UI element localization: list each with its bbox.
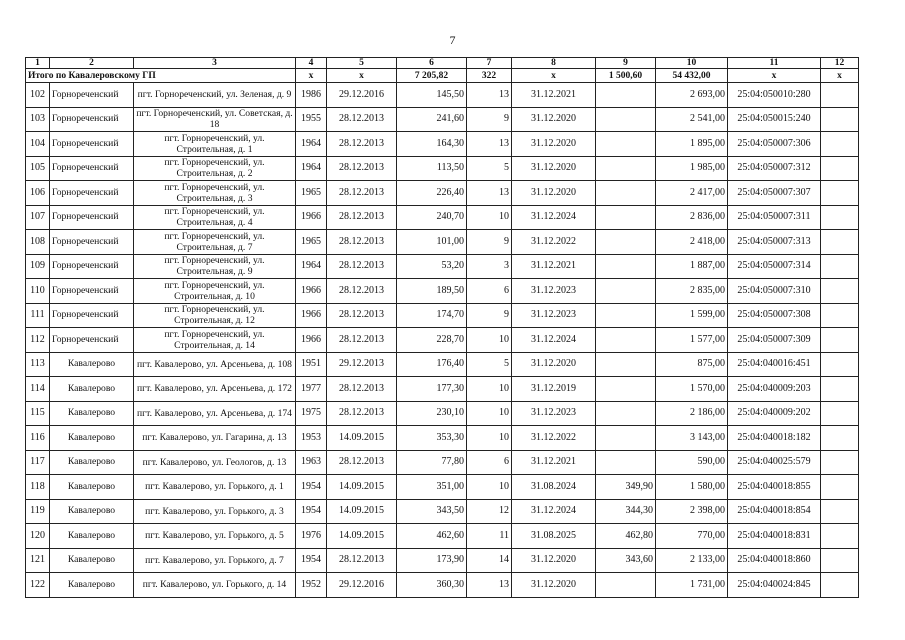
col9-value — [596, 156, 656, 181]
count-value: 13 — [467, 181, 512, 206]
count-value: 10 — [467, 426, 512, 451]
registration-date: 28.12.2013 — [327, 156, 397, 181]
count-value: 13 — [467, 83, 512, 108]
table-row — [26, 83, 859, 108]
col9-value — [596, 573, 656, 598]
col9-value — [596, 181, 656, 206]
col9-value — [596, 426, 656, 451]
settlement-name: Горнореченский — [50, 303, 134, 328]
total-col9: 1 500,60 — [596, 69, 656, 83]
table-row — [26, 156, 859, 181]
cost-value: 1 570,00 — [656, 377, 728, 402]
col12-value — [821, 450, 859, 475]
settlement-name: Кавалерово — [50, 426, 134, 451]
col9-value — [596, 279, 656, 304]
count-value: 9 — [467, 230, 512, 255]
total-area: 7 205,82 — [397, 69, 467, 83]
column-header: 6 — [397, 58, 467, 69]
col12-value — [821, 352, 859, 377]
row-number: 116 — [26, 426, 50, 451]
col9-value — [596, 132, 656, 157]
deadline-date: 31.12.2020 — [512, 107, 596, 132]
area-value: 343,50 — [397, 499, 467, 524]
address: пгт. Горнореченский, ул. Зеленая, д. 9 — [134, 83, 296, 108]
row-number: 110 — [26, 279, 50, 304]
total-count: 322 — [467, 69, 512, 83]
deadline-date: 31.12.2023 — [512, 279, 596, 304]
area-value: 53,20 — [397, 254, 467, 279]
address: пгт. Горнореченский, ул. Строительная, д. 3 — [134, 181, 296, 206]
settlement-name: Кавалерово — [50, 524, 134, 549]
col9-value — [596, 401, 656, 426]
registration-date: 28.12.2013 — [327, 377, 397, 402]
registration-date: 29.12.2013 — [327, 352, 397, 377]
count-value: 11 — [467, 524, 512, 549]
area-value: 189,50 — [397, 279, 467, 304]
column-header: 12 — [821, 58, 859, 69]
table-row — [26, 499, 859, 524]
row-number: 111 — [26, 303, 50, 328]
deadline-date: 31.12.2020 — [512, 573, 596, 598]
build-year: 1953 — [296, 426, 327, 451]
deadline-date: 31.12.2021 — [512, 450, 596, 475]
registration-date: 28.12.2013 — [327, 450, 397, 475]
build-year: 1966 — [296, 328, 327, 353]
area-value: 462,60 — [397, 524, 467, 549]
cost-value: 1 577,00 — [656, 328, 728, 353]
column-header: 3 — [134, 58, 296, 69]
col9-value — [596, 254, 656, 279]
address: пгт. Горнореченский, ул. Строительная, д. 4 — [134, 205, 296, 230]
deadline-date: 31.12.2024 — [512, 205, 596, 230]
table-row — [26, 132, 859, 157]
cadastral-number: 25:04:040018:855 — [728, 475, 821, 500]
col12-value — [821, 83, 859, 108]
area-value: 177,30 — [397, 377, 467, 402]
deadline-date: 31.08.2024 — [512, 475, 596, 500]
deadline-date: 31.12.2024 — [512, 328, 596, 353]
cost-value: 1 580,00 — [656, 475, 728, 500]
table-row — [26, 303, 859, 328]
deadline-date: 31.12.2021 — [512, 83, 596, 108]
settlement-name: Кавалерово — [50, 475, 134, 500]
col9-value — [596, 230, 656, 255]
cadastral-number: 25:04:050015:240 — [728, 107, 821, 132]
total-cell: x — [728, 69, 821, 83]
address: пгт. Горнореченский, ул. Строительная, д. 9 — [134, 254, 296, 279]
col12-value — [821, 205, 859, 230]
col12-value — [821, 548, 859, 573]
settlement-name: Горнореченский — [50, 156, 134, 181]
registration-date: 28.12.2013 — [327, 401, 397, 426]
total-cost: 54 432,00 — [656, 69, 728, 83]
build-year: 1954 — [296, 499, 327, 524]
deadline-date: 31.12.2022 — [512, 426, 596, 451]
registration-date: 14.09.2015 — [327, 426, 397, 451]
row-number: 104 — [26, 132, 50, 157]
deadline-date: 31.12.2023 — [512, 401, 596, 426]
row-number: 107 — [26, 205, 50, 230]
cadastral-number: 25:04:040018:182 — [728, 426, 821, 451]
build-year: 1964 — [296, 254, 327, 279]
count-value: 10 — [467, 205, 512, 230]
cost-value: 1 731,00 — [656, 573, 728, 598]
registration-date: 14.09.2015 — [327, 475, 397, 500]
cost-value: 2 693,00 — [656, 83, 728, 108]
cost-value: 590,00 — [656, 450, 728, 475]
area-value: 145,50 — [397, 83, 467, 108]
table-row — [26, 328, 859, 353]
area-value: 351,00 — [397, 475, 467, 500]
registration-date: 14.09.2015 — [327, 524, 397, 549]
address: пгт. Горнореченский, ул. Строительная, д. 2 — [134, 156, 296, 181]
table-row — [26, 377, 859, 402]
table-row — [26, 254, 859, 279]
col9-value — [596, 303, 656, 328]
row-number: 121 — [26, 548, 50, 573]
build-year: 1964 — [296, 156, 327, 181]
col12-value — [821, 107, 859, 132]
settlement-name: Кавалерово — [50, 499, 134, 524]
total-row — [26, 69, 859, 83]
deadline-date: 31.12.2020 — [512, 352, 596, 377]
registration-date: 28.12.2013 — [327, 548, 397, 573]
row-number: 120 — [26, 524, 50, 549]
settlement-name: Горнореченский — [50, 230, 134, 255]
count-value: 5 — [467, 156, 512, 181]
row-number: 122 — [26, 573, 50, 598]
cadastral-number: 25:04:050007:310 — [728, 279, 821, 304]
settlement-name: Горнореченский — [50, 107, 134, 132]
cadastral-number: 25:04:040018:831 — [728, 524, 821, 549]
cost-value: 1 985,00 — [656, 156, 728, 181]
col9-value — [596, 450, 656, 475]
total-cell: x — [296, 69, 327, 83]
column-header: 8 — [512, 58, 596, 69]
column-header: 11 — [728, 58, 821, 69]
address: пгт. Горнореченский, ул. Строительная, д. 12 — [134, 303, 296, 328]
settlement-name: Кавалерово — [50, 377, 134, 402]
address: пгт. Кавалерово, ул. Горького, д. 14 — [134, 573, 296, 598]
cost-value: 2 417,00 — [656, 181, 728, 206]
registration-date: 28.12.2013 — [327, 279, 397, 304]
count-value: 13 — [467, 132, 512, 157]
deadline-date: 31.08.2025 — [512, 524, 596, 549]
area-value: 226,40 — [397, 181, 467, 206]
column-header: 4 — [296, 58, 327, 69]
count-value: 13 — [467, 573, 512, 598]
col12-value — [821, 377, 859, 402]
build-year: 1966 — [296, 303, 327, 328]
registration-date: 28.12.2013 — [327, 107, 397, 132]
count-value: 9 — [467, 107, 512, 132]
cadastral-number: 25:04:050007:308 — [728, 303, 821, 328]
cadastral-number: 25:04:050007:312 — [728, 156, 821, 181]
table-row — [26, 426, 859, 451]
registration-date: 28.12.2013 — [327, 205, 397, 230]
column-header: 7 — [467, 58, 512, 69]
cadastral-number: 25:04:050010:280 — [728, 83, 821, 108]
cost-value: 1 895,00 — [656, 132, 728, 157]
table-row — [26, 352, 859, 377]
cost-value: 3 143,00 — [656, 426, 728, 451]
count-value: 3 — [467, 254, 512, 279]
area-value: 113,50 — [397, 156, 467, 181]
col12-value — [821, 426, 859, 451]
column-header: 10 — [656, 58, 728, 69]
count-value: 10 — [467, 475, 512, 500]
row-number: 108 — [26, 230, 50, 255]
settlement-name: Кавалерово — [50, 450, 134, 475]
col12-value — [821, 475, 859, 500]
settlement-name: Кавалерово — [50, 401, 134, 426]
cadastral-number: 25:04:050007:309 — [728, 328, 821, 353]
area-value: 174,70 — [397, 303, 467, 328]
col9-value: 462,80 — [596, 524, 656, 549]
build-year: 1986 — [296, 83, 327, 108]
address: пгт. Горнореченский, ул. Строительная, д. 7 — [134, 230, 296, 255]
col9-value — [596, 83, 656, 108]
registration-date: 28.12.2013 — [327, 230, 397, 255]
deadline-date: 31.12.2022 — [512, 230, 596, 255]
col9-value — [596, 328, 656, 353]
table-row — [26, 205, 859, 230]
area-value: 77,80 — [397, 450, 467, 475]
area-value: 360,30 — [397, 573, 467, 598]
total-label: Итого по Кавалеровскому ГП — [26, 69, 296, 83]
total-cell: x — [512, 69, 596, 83]
total-cell: x — [821, 69, 859, 83]
column-number-row — [26, 58, 859, 69]
settlement-name: Горнореченский — [50, 279, 134, 304]
table-row — [26, 524, 859, 549]
settlement-name: Кавалерово — [50, 573, 134, 598]
registration-date: 28.12.2013 — [327, 181, 397, 206]
col12-value — [821, 230, 859, 255]
build-year: 1975 — [296, 401, 327, 426]
build-year: 1965 — [296, 181, 327, 206]
row-number: 114 — [26, 377, 50, 402]
registration-date: 29.12.2016 — [327, 573, 397, 598]
count-value: 10 — [467, 328, 512, 353]
build-year: 1977 — [296, 377, 327, 402]
cost-value: 1 599,00 — [656, 303, 728, 328]
deadline-date: 31.12.2019 — [512, 377, 596, 402]
col12-value — [821, 573, 859, 598]
cadastral-number: 25:04:050007:314 — [728, 254, 821, 279]
col9-value: 343,60 — [596, 548, 656, 573]
cost-value: 2 133,00 — [656, 548, 728, 573]
col12-value — [821, 328, 859, 353]
row-number: 115 — [26, 401, 50, 426]
col12-value — [821, 254, 859, 279]
col9-value — [596, 205, 656, 230]
address: пгт. Кавалерово, ул. Арсеньева, д. 174 — [134, 401, 296, 426]
area-value: 176,40 — [397, 352, 467, 377]
cadastral-number: 25:04:040009:203 — [728, 377, 821, 402]
address: пгт. Кавалерово, ул. Горького, д. 1 — [134, 475, 296, 500]
address: пгт. Кавалерово, ул. Геологов, д. 13 — [134, 450, 296, 475]
build-year: 1964 — [296, 132, 327, 157]
registration-date: 14.09.2015 — [327, 499, 397, 524]
deadline-date: 31.12.2024 — [512, 499, 596, 524]
settlement-name: Кавалерово — [50, 548, 134, 573]
settlement-name: Кавалерово — [50, 352, 134, 377]
cost-value: 2 836,00 — [656, 205, 728, 230]
count-value: 6 — [467, 279, 512, 304]
address: пгт. Кавалерово, ул. Горького, д. 3 — [134, 499, 296, 524]
cadastral-number: 25:04:050007:307 — [728, 181, 821, 206]
build-year: 1954 — [296, 475, 327, 500]
build-year: 1966 — [296, 279, 327, 304]
settlement-name: Горнореченский — [50, 132, 134, 157]
col9-value — [596, 107, 656, 132]
build-year: 1951 — [296, 352, 327, 377]
column-header: 5 — [327, 58, 397, 69]
count-value: 10 — [467, 377, 512, 402]
table-row — [26, 548, 859, 573]
cost-value: 770,00 — [656, 524, 728, 549]
col12-value — [821, 524, 859, 549]
build-year: 1965 — [296, 230, 327, 255]
settlement-name: Горнореченский — [50, 205, 134, 230]
count-value: 6 — [467, 450, 512, 475]
area-value: 164,30 — [397, 132, 467, 157]
table-row — [26, 181, 859, 206]
area-value: 353,30 — [397, 426, 467, 451]
col12-value — [821, 499, 859, 524]
address: пгт. Кавалерово, ул. Горького, д. 7 — [134, 548, 296, 573]
settlement-name: Горнореченский — [50, 328, 134, 353]
registration-date: 28.12.2013 — [327, 328, 397, 353]
address: пгт. Горнореченский, ул. Строительная, д. 1 — [134, 132, 296, 157]
table-row — [26, 107, 859, 132]
build-year: 1976 — [296, 524, 327, 549]
cost-value: 2 541,00 — [656, 107, 728, 132]
registration-date: 28.12.2013 — [327, 132, 397, 157]
cadastral-number: 25:04:050007:313 — [728, 230, 821, 255]
address: пгт. Кавалерово, ул. Арсеньева, д. 108 — [134, 352, 296, 377]
cadastral-number: 25:04:040018:854 — [728, 499, 821, 524]
cost-value: 875,00 — [656, 352, 728, 377]
registration-date: 29.12.2016 — [327, 83, 397, 108]
registration-date: 28.12.2013 — [327, 254, 397, 279]
row-number: 102 — [26, 83, 50, 108]
cadastral-number: 25:04:050007:306 — [728, 132, 821, 157]
col9-value: 344,30 — [596, 499, 656, 524]
table-row — [26, 573, 859, 598]
area-value: 173,90 — [397, 548, 467, 573]
row-number: 118 — [26, 475, 50, 500]
cadastral-number: 25:04:040016:451 — [728, 352, 821, 377]
address: пгт. Горнореченский, ул. Советская, д. 18 — [134, 107, 296, 132]
deadline-date: 31.12.2021 — [512, 254, 596, 279]
page-number: 7 — [449, 33, 456, 47]
cost-value: 2 418,00 — [656, 230, 728, 255]
deadline-date: 31.12.2023 — [512, 303, 596, 328]
count-value: 14 — [467, 548, 512, 573]
table-row — [26, 401, 859, 426]
address: пгт. Горнореченский, ул. Строительная, д. 14 — [134, 328, 296, 353]
row-number: 112 — [26, 328, 50, 353]
count-value: 9 — [467, 303, 512, 328]
area-value: 241,60 — [397, 107, 467, 132]
deadline-date: 31.12.2020 — [512, 132, 596, 157]
col12-value — [821, 401, 859, 426]
row-number: 119 — [26, 499, 50, 524]
cadastral-number: 25:04:050007:311 — [728, 205, 821, 230]
count-value: 12 — [467, 499, 512, 524]
cost-value: 1 887,00 — [656, 254, 728, 279]
count-value: 10 — [467, 401, 512, 426]
address: пгт. Кавалерово, ул. Горького, д. 5 — [134, 524, 296, 549]
total-cell: x — [327, 69, 397, 83]
area-value: 230,10 — [397, 401, 467, 426]
count-value: 5 — [467, 352, 512, 377]
col12-value — [821, 303, 859, 328]
settlement-name: Горнореченский — [50, 254, 134, 279]
row-number: 105 — [26, 156, 50, 181]
col9-value — [596, 352, 656, 377]
settlement-name: Горнореченский — [50, 83, 134, 108]
cost-value: 2 186,00 — [656, 401, 728, 426]
column-header: 9 — [596, 58, 656, 69]
area-value: 101,00 — [397, 230, 467, 255]
area-value: 228,70 — [397, 328, 467, 353]
deadline-date: 31.12.2020 — [512, 548, 596, 573]
cadastral-number: 25:04:040018:860 — [728, 548, 821, 573]
col9-value: 349,90 — [596, 475, 656, 500]
col12-value — [821, 279, 859, 304]
col12-value — [821, 181, 859, 206]
row-number: 103 — [26, 107, 50, 132]
column-header: 1 — [26, 58, 50, 69]
build-year: 1966 — [296, 205, 327, 230]
build-year: 1954 — [296, 548, 327, 573]
build-year: 1963 — [296, 450, 327, 475]
address: пгт. Кавалерово, ул. Гагарина, д. 13 — [134, 426, 296, 451]
build-year: 1955 — [296, 107, 327, 132]
deadline-date: 31.12.2020 — [512, 181, 596, 206]
table-row — [26, 230, 859, 255]
row-number: 113 — [26, 352, 50, 377]
area-value: 240,70 — [397, 205, 467, 230]
row-number: 106 — [26, 181, 50, 206]
deadline-date: 31.12.2020 — [512, 156, 596, 181]
col12-value — [821, 132, 859, 157]
build-year: 1952 — [296, 573, 327, 598]
registration-date: 28.12.2013 — [327, 303, 397, 328]
cost-value: 2 835,00 — [656, 279, 728, 304]
housing-register-table — [25, 57, 859, 598]
cadastral-number: 25:04:040009:202 — [728, 401, 821, 426]
settlement-name: Горнореченский — [50, 181, 134, 206]
col12-value — [821, 156, 859, 181]
table-row — [26, 475, 859, 500]
col9-value — [596, 377, 656, 402]
cadastral-number: 25:04:040024:845 — [728, 573, 821, 598]
cadastral-number: 25:04:040025:579 — [728, 450, 821, 475]
table-row — [26, 450, 859, 475]
column-header: 2 — [50, 58, 134, 69]
address: пгт. Кавалерово, ул. Арсеньева, д. 172 — [134, 377, 296, 402]
row-number: 117 — [26, 450, 50, 475]
table-row — [26, 279, 859, 304]
cost-value: 2 398,00 — [656, 499, 728, 524]
address: пгт. Горнореченский, ул. Строительная, д. 10 — [134, 279, 296, 304]
row-number: 109 — [26, 254, 50, 279]
